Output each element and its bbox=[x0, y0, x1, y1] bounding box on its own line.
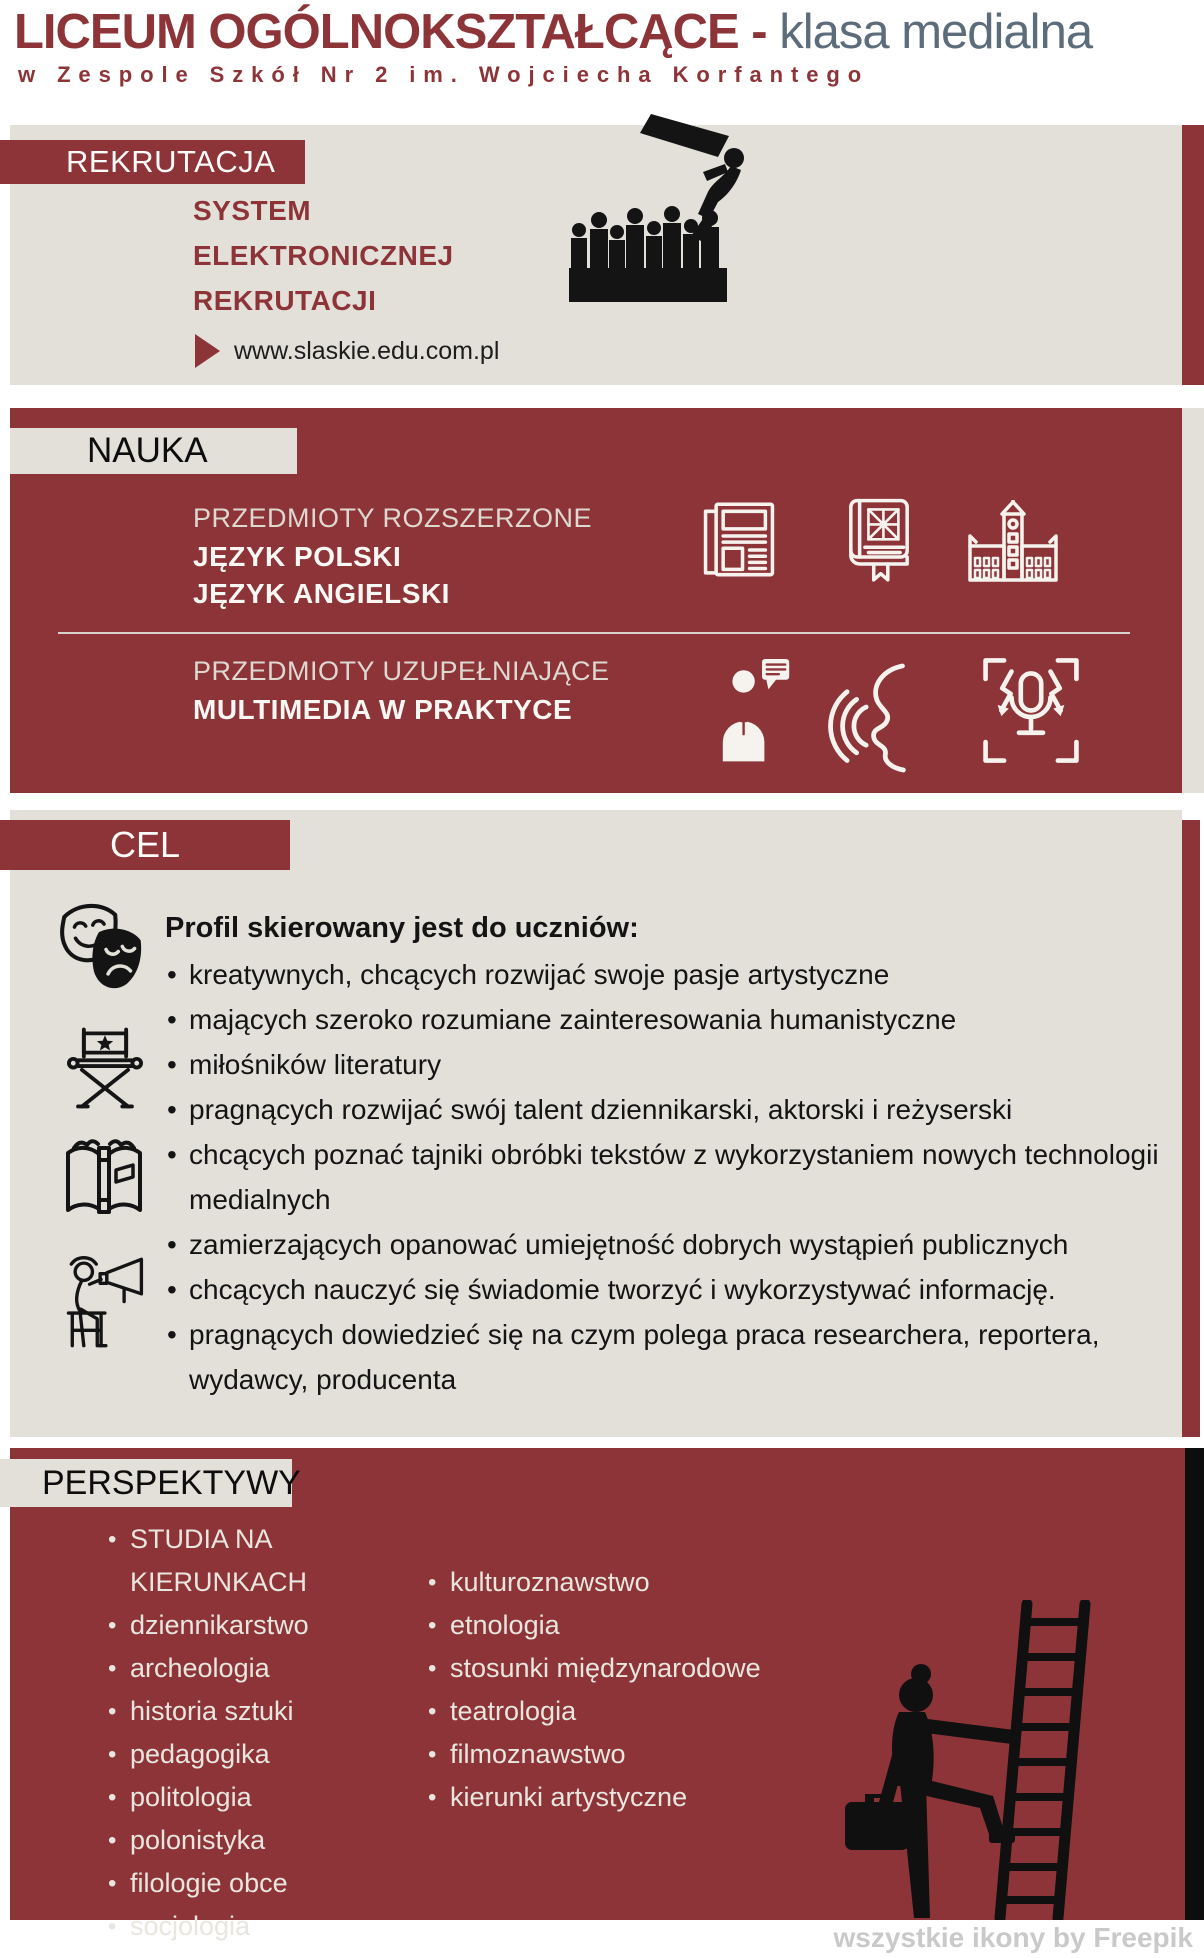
cel-bullet: • kreatywnych, chcących rozwijać swoje pasje artystyczne bbox=[165, 952, 1170, 997]
newspaper-icon bbox=[695, 493, 783, 593]
study-item: • etnologia bbox=[428, 1604, 788, 1647]
rekrutacja-line: REKRUTACJI bbox=[193, 285, 377, 316]
rekrutacja-link-row bbox=[195, 334, 499, 368]
study-item: • pedagogika bbox=[108, 1733, 428, 1776]
career-ladder-illustration bbox=[795, 1600, 1125, 1920]
nauka-edge-bar bbox=[1182, 408, 1204, 793]
nauka-heading: NAUKA bbox=[10, 428, 297, 474]
study-item: • teatrologia bbox=[428, 1690, 788, 1733]
study-fields-right bbox=[428, 1561, 788, 1819]
study-fields-left bbox=[108, 1518, 428, 1948]
directors-chair-icon bbox=[55, 1018, 155, 1118]
study-item: • politologia bbox=[108, 1776, 428, 1819]
microphone-icon bbox=[980, 653, 1082, 768]
cel-bullet: • chcących poznać tajniki obróbki tekstów z wykorzystaniem nowych technologii medialnych bbox=[165, 1132, 1170, 1222]
study-item: • kulturoznawstwo bbox=[428, 1561, 788, 1604]
perspektywy-heading: PERSPEKTYWY bbox=[0, 1459, 292, 1507]
recruitment-website-link[interactable]: www.slaskie.edu.com.pl bbox=[234, 336, 500, 365]
rekrutacja-edge-bar bbox=[1182, 125, 1204, 385]
cel-bullet: • zamierzających opanować umiejętność dobrych wystąpień publicznych bbox=[165, 1222, 1170, 1267]
cel-bullet: • miłośników literatury bbox=[165, 1042, 1170, 1087]
supplementary-subjects-heading: PRZEDMIOTY UZUPEŁNIAJĄCE bbox=[193, 656, 610, 686]
rekrutacja-line: ELEKTRONICZNEJ bbox=[193, 240, 454, 271]
open-book-icon bbox=[52, 1130, 156, 1230]
cel-intro: Profil skierowany jest do uczniów: bbox=[165, 912, 639, 944]
crowd-leap-illustration bbox=[555, 112, 773, 304]
cel-bullet: • chcących nauczyć się świadomie tworzyć i wykorzystywać informację. bbox=[165, 1267, 1170, 1312]
study-item: • stosunki międzynarodowe bbox=[428, 1647, 788, 1690]
flyer-board bbox=[640, 114, 729, 157]
perspektywy-edge-bar bbox=[1185, 1448, 1204, 1920]
reporter-icon bbox=[718, 652, 798, 770]
cel-bullet-list bbox=[165, 952, 1170, 1402]
cel-edge-bar bbox=[1182, 820, 1200, 1437]
rekrutacja-system-text bbox=[193, 188, 454, 323]
cel-bullet: • pragnących rozwijać swój talent dziennikarski, aktorski i reżyserski bbox=[165, 1087, 1170, 1132]
university-building-icon bbox=[958, 500, 1068, 590]
supplementary-subject: MULTIMEDIA W PRAKTYCE bbox=[193, 694, 573, 725]
study-item: • filologie obce bbox=[108, 1862, 428, 1905]
nauka-divider bbox=[58, 632, 1130, 634]
icons-credit: wszystkie ikony by Freepik bbox=[833, 1922, 1193, 1953]
page-subtitle: w Zespole Szkół Nr 2 im. Wojciecha Korfantego bbox=[18, 62, 870, 87]
study-item: • socjologia bbox=[108, 1905, 428, 1948]
extended-subject: JĘZYK ANGIELSKI bbox=[193, 578, 450, 609]
extended-subject: JĘZYK POLSKI bbox=[193, 541, 402, 572]
rekrutacja-heading: REKRUTACJA bbox=[0, 140, 305, 184]
extended-subjects-heading: PRZEDMIOTY ROZSZERZONE bbox=[193, 503, 593, 533]
study-item: • kierunki artystyczne bbox=[428, 1776, 788, 1819]
study-item: • STUDIA NA KIERUNKACH bbox=[108, 1518, 428, 1604]
theater-masks-icon bbox=[48, 896, 160, 1004]
cel-heading: CEL bbox=[0, 820, 290, 870]
page-title-accent: klasa medialna bbox=[779, 5, 1093, 59]
study-item: • dziennikarstwo bbox=[108, 1604, 428, 1647]
cel-bullet: • pragnących dowiedzieć się na czym polega praca researchera, reportera, wydawcy, producenta bbox=[165, 1312, 1170, 1402]
cel-bullet: • mających szeroko rozumiane zainteresowania humanistyczne bbox=[165, 997, 1170, 1042]
study-item: • archeologia bbox=[108, 1647, 428, 1690]
megaphone-director-icon bbox=[55, 1250, 151, 1354]
page-title bbox=[14, 6, 1199, 58]
rekrutacja-line: SYSTEM bbox=[193, 195, 312, 226]
study-item: • polonistyka bbox=[108, 1819, 428, 1862]
page-title-main: LICEUM OGÓLNOKSZTAŁCĄCE - bbox=[14, 5, 767, 59]
study-item: • historia sztuki bbox=[108, 1690, 428, 1733]
speaking-profile-icon bbox=[828, 660, 933, 775]
study-item: • filmoznawstwo bbox=[428, 1733, 788, 1776]
arrow-right-icon bbox=[195, 334, 220, 368]
english-book-icon bbox=[835, 491, 923, 593]
